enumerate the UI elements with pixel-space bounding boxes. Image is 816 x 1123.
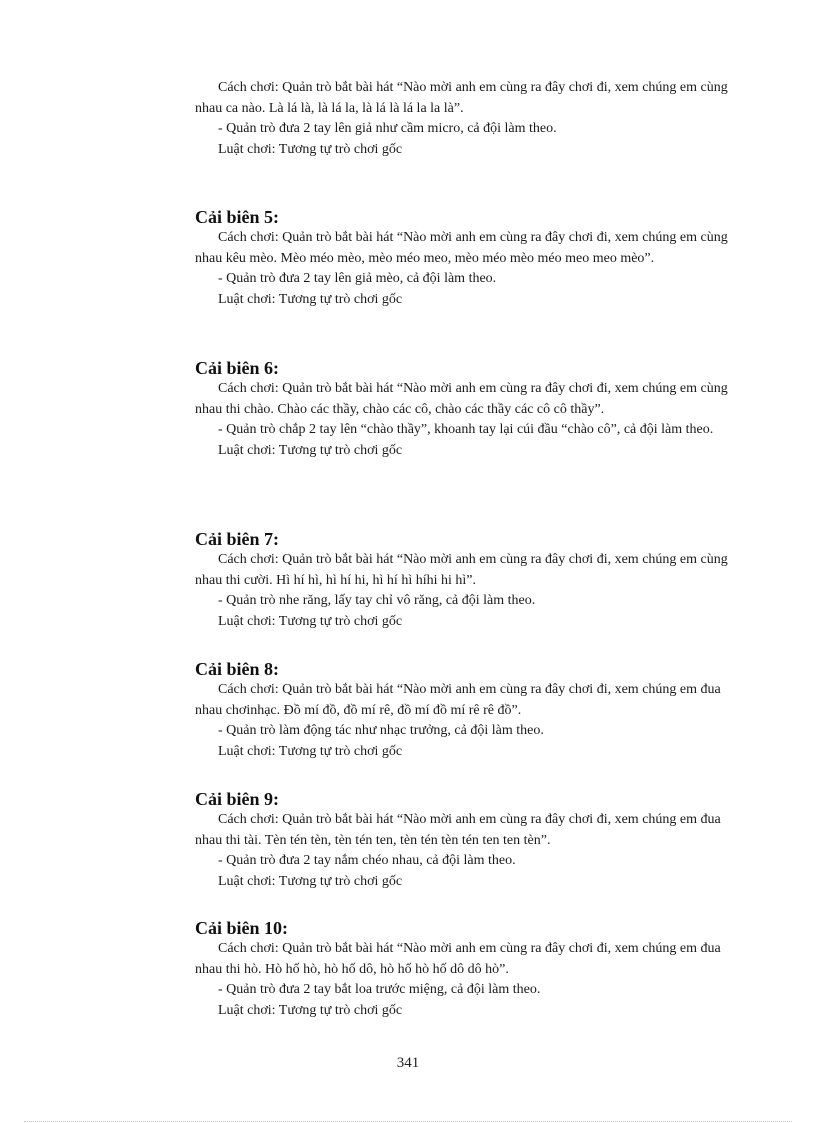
paragraph-action: - Quản trò đưa 2 tay bắt loa trước miệng, cả đội làm theo.: [218, 982, 541, 997]
paragraph-how-to-play: Cách chơi: Quản trò bắt bài hát “Nào mời anh em cùng ra đây chơi đi, xem chúng em đua nhau thi tài. Tèn tén tèn, tèn tén ten, tèn tén tèn tén ten ten tèn”.: [195, 812, 721, 848]
paragraph-rules: Luật chơi: Tương tự trò chơi gốc: [218, 442, 403, 458]
section-variant-5: [195, 206, 747, 310]
paragraph-how-to-play: Cách chơi: Quản trò bắt bài hát “Nào mời anh em cùng ra đây chơi đi, xem chúng em cùng nhau thi cười. Hì hí hì, hì hí hi, hì hí hì híhi hi hì”.: [195, 552, 728, 588]
paragraph-action: - Quản trò đưa 2 tay lên giả như cầm micro, cả đội làm theo.: [218, 121, 557, 136]
paragraph-how-to-play: Cách chơi: Quản trò bắt bài hát “Nào mời anh em cùng ra đây chơi đi, xem chúng em đua nhau thi hò. Hò hố hò, hò hố dô, hò hố hò hố dô dô hò”.: [195, 941, 721, 977]
section-heading: Cải biên 7:: [195, 529, 280, 549]
paragraph-how-to-play: Cách chơi: Quản trò bắt bài hát “Nào mời anh em cùng ra đây chơi đi, xem chúng em cùng nhau kêu mèo. Mèo méo mèo, mèo méo meo, mèo méo mèo méo meo meo mèo”.: [195, 230, 728, 266]
paragraph-action: - Quản trò nhe răng, lấy tay chỉ vô răng, cả đội làm theo.: [218, 593, 536, 608]
paragraph-how-to-play: Cách chơi: Quản trò bắt bài hát “Nào mời anh em cùng ra đây chơi đi, xem chúng em đua nhau chơinhạc. Đồ mí đồ, đồ mí rê, đồ mí đồ mí rê rê đồ”.: [195, 682, 721, 718]
paragraph-rules: Luật chơi: Tương tự trò chơi gốc: [218, 743, 403, 759]
paragraph-rules: Luật chơi: Tương tự trò chơi gốc: [218, 613, 403, 629]
section-variant-9: [195, 788, 747, 892]
section-variant-10: [195, 917, 747, 1021]
section-heading: Cải biên 6:: [195, 358, 280, 378]
paragraph-rules: Luật chơi: Tương tự trò chơi gốc: [218, 141, 403, 157]
paragraph-action: - Quản trò làm động tác như nhạc trưởng, cả đội làm theo.: [218, 723, 544, 738]
footer-divider: [24, 1121, 792, 1122]
paragraph-rules: Luật chơi: Tương tự trò chơi gốc: [218, 291, 403, 307]
paragraph-action: - Quản trò đưa 2 tay lên giả mèo, cả đội làm theo.: [218, 271, 497, 286]
section-variant-7: [195, 528, 747, 632]
paragraph-how-to-play: Cách chơi: Quản trò bắt bài hát “Nào mời anh em cùng ra đây chơi đi, xem chúng em cùng nhau thi chào. Chào các thầy, chào các cô, chào các thầy các cô cô thầy”.: [195, 381, 728, 417]
section-heading: Cải biên 5:: [195, 207, 280, 227]
page-number: 341: [396, 1055, 420, 1071]
section-variant-6: [195, 357, 747, 461]
paragraph-rules: Luật chơi: Tương tự trò chơi gốc: [218, 1002, 403, 1018]
section-heading: Cải biên 10:: [195, 918, 289, 938]
paragraph-action: - Quản trò chắp 2 tay lên “chào thầy”, khoanh tay lại cúi đầu “chào cô”, cả đội làm theo.: [218, 422, 714, 437]
paragraph-rules: Luật chơi: Tương tự trò chơi gốc: [218, 873, 403, 889]
section-heading: Cải biên 8:: [195, 659, 280, 679]
section-heading: Cải biên 9:: [195, 789, 280, 809]
intro-section: [195, 78, 747, 160]
paragraph-action: - Quản trò đưa 2 tay nắm chéo nhau, cả đội làm theo.: [218, 853, 516, 868]
paragraph-how-to-play: Cách chơi: Quản trò bắt bài hát “Nào mời anh em cùng ra đây chơi đi, xem chúng em cùng nhau ca nào. Là lá là, là lá la, là lá là lá la la là”.: [195, 80, 728, 116]
section-variant-8: [195, 658, 747, 762]
